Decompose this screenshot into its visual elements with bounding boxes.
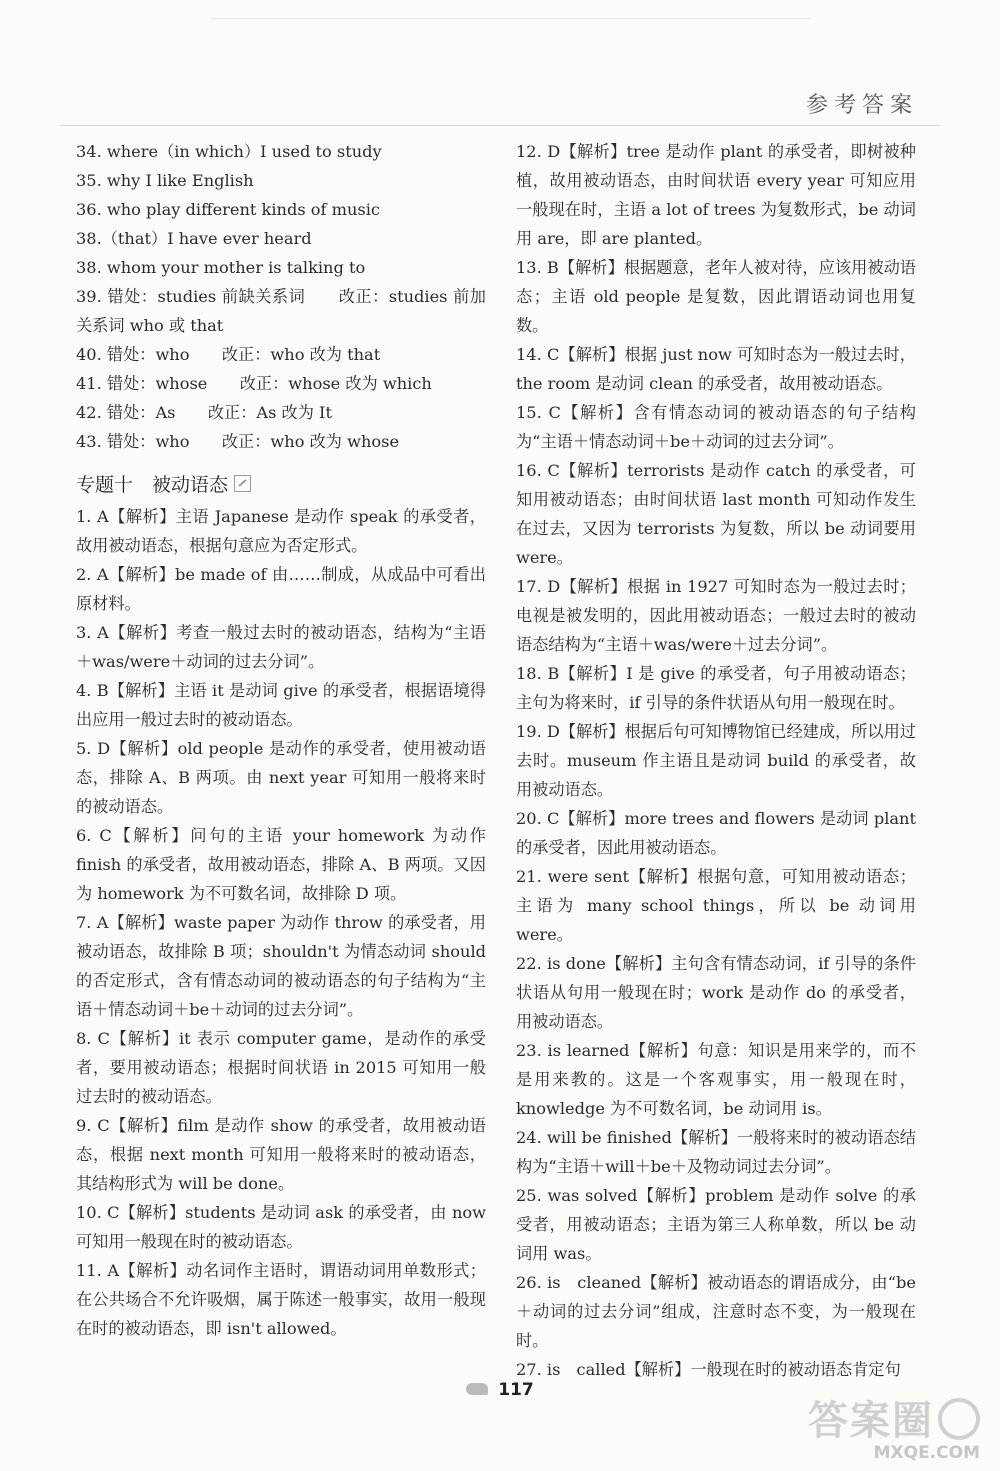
section-heading-text: 专题十 被动语态 (76, 474, 229, 496)
answer-entry: 24. will be finished【解析】一般将来时的被动语态结构为“主语＋will＋be＋及物动词过去分词”。 (516, 1128, 916, 1176)
answer-entry: 27. is called【解析】一般现在时的被动语态肯定句 (516, 1360, 901, 1379)
answer-entry: 15. C【解析】含有情态动词的被动语态的句子结构为“主语＋情态动词＋be＋动词的过去分词”。 (516, 403, 916, 451)
answer-entry: 18. B【解析】I 是 give 的承受者，句子用被动语态；主句为将来时，if 引导的条件状语从句用一般现在时。 (516, 664, 916, 712)
answer-entry: 2. A【解析】be made of 由……制成，从成品中可看出原材料。 (76, 565, 486, 613)
answer-entry: 10. C【解析】students 是动词 ask 的承受者，由 now 可知用一般现在时的被动语态。 (76, 1203, 486, 1251)
answer-entry: 38. whom your mother is talking to (76, 258, 366, 277)
answer-entry: 25. was solved【解析】problem 是动作 solve 的承受者，用被动语态；主语为第三人称单数，所以 be 动词用 was。 (516, 1186, 916, 1263)
answer-entry: 43. 错处：who 改正：who 改为 whose (76, 432, 400, 451)
answer-entry: 12. D【解析】tree 是动作 plant 的承受者，即树被种植，故用被动语态，由时间状语 every year 可知应用一般现在时，主语 a lot of trees 为复数形式，be 动词用 are，即 are planted。 (516, 142, 916, 248)
answer-entry: 42. 错处：As 改正：As 改为 It (76, 403, 332, 422)
left-column (76, 137, 486, 1343)
leaf-ornament-icon (466, 1383, 488, 1395)
answer-entry: 19. D【解析】根据后句可知博物馆已经建成，所以用过去时。museum 作主语且是动词 build 的承受者，故用被动语态。 (516, 722, 916, 799)
answer-entry: 11. A【解析】动名词作主语时，谓语动词用单数形式；在公共场合不允许吸烟，属于陈述一般事实，故用一般现在时的被动语态，即 isn't allowed。 (76, 1261, 486, 1338)
answer-entry: 34. where（in which）I used to study (76, 142, 382, 161)
watermark-url: MXQE.COM (873, 1443, 980, 1463)
answer-entry: 8. C【解析】it 表示 computer game，是动作的承受者，要用被动语态；根据时间状语 in 2015 可知用一般过去时的被动语态。 (76, 1029, 486, 1106)
answer-entry: 39. 错处：studies 前缺关系词 改正：studies 前加关系词 who 或 that (76, 287, 486, 335)
answer-entry: 21. were sent【解析】根据句意，可知用被动语态；主语为 many school things，所以 be 动词用 were。 (516, 867, 916, 944)
page-footer (0, 1380, 1000, 1400)
answer-entry: 36. who play different kinds of music (76, 200, 380, 219)
answer-entry: 38.（that）I have ever heard (76, 229, 312, 248)
page-number: 117 (498, 1380, 534, 1400)
right-column (516, 137, 916, 1384)
answer-entry: 16. C【解析】terrorists 是动作 catch 的承受者，可知用被动语态；由时间状语 last month 可知动作发生在过去，又因为 terrorists 为复数，所以 be 动词要用 were。 (516, 461, 916, 567)
edit-icon (234, 475, 251, 492)
watermark (770, 1398, 980, 1463)
answer-entry: 35. why I like English (76, 171, 254, 190)
watermark-text: 答案圈 (808, 1398, 934, 1444)
top-border-line (210, 18, 810, 19)
answer-entry: 26. is cleaned【解析】被动语态的谓语成分，由“be＋动词的过去分词”组成，注意时态不变，为一般现在时。 (516, 1273, 916, 1350)
answer-entry: 5. D【解析】old people 是动作的承受者，使用被动语态，排除 A、B 两项。由 next year 可知用一般将来时的被动语态。 (76, 739, 486, 816)
answer-entry: 13. B【解析】根据题意，老年人被对待，应该用被动语态；主语 old people 是复数，因此谓语动词也用复数。 (516, 258, 916, 335)
answer-entry: 3. A【解析】考查一般过去时的被动语态，结构为“主语＋was/were＋动词的过去分词”。 (76, 623, 486, 671)
answer-entry: 7. A【解析】waste paper 为动作 throw 的承受者，用被动语态，故排除 B 项；shouldn't 为情态动词 should 的否定形式，含有情态动词的被动语态的句子结构为“主语＋情态动词＋be＋动词的过去分词”。 (76, 913, 486, 1019)
answer-entry: 1. A【解析】主语 Japanese 是动作 speak 的承受者，故用被动语态，根据句意应为否定形式。 (76, 507, 486, 555)
header-section-tag: 参考答案 (805, 93, 918, 118)
answer-entry: 17. D【解析】根据 in 1927 可知时态为一般过去时；电视是被发明的，因此用被动语态；一般过去时的被动语态结构为“主语＋was/were＋过去分词”。 (516, 577, 916, 654)
watermark-circle-icon (938, 1398, 980, 1440)
answer-entry: 40. 错处：who 改正：who 改为 that (76, 345, 381, 364)
answer-entry: 6. C【解析】问句的主语 your homework 为动作 finish 的承受者，故用被动语态，排除 A、B 两项。又因为 homework 为不可数名词，故排除 D 项。 (76, 826, 486, 903)
answer-entry: 9. C【解析】film 是动作 show 的承受者，故用被动语态，根据 next month 可知用一般将来时的被动语态，其结构形式为 will be done。 (76, 1116, 486, 1193)
answer-entry: 41. 错处：whose 改正：whose 改为 which (76, 374, 432, 393)
answer-entry: 14. C【解析】根据 just now 可知时态为一般过去时，the room 是动词 clean 的承受者，故用被动语态。 (516, 345, 916, 393)
answer-entry: 20. C【解析】more trees and flowers 是动词 plant 的承受者，因此用被动语态。 (516, 809, 916, 857)
header-divider (60, 125, 940, 126)
answer-entry: 22. is done【解析】主句含有情态动词，if 引导的条件状语从句用一般现在时；work 是动作 do 的承受者，用被动语态。 (516, 954, 916, 1031)
answer-entry: 4. B【解析】主语 it 是动词 give 的承受者，根据语境得出应用一般过去时的被动语态。 (76, 681, 486, 729)
section-heading (76, 470, 486, 500)
answer-entry: 23. is learned【解析】句意：知识是用来学的，而不是用来教的。这是一个客观事实，用一般现在时，knowledge 为不可数名词，be 动词用 is。 (516, 1041, 916, 1118)
